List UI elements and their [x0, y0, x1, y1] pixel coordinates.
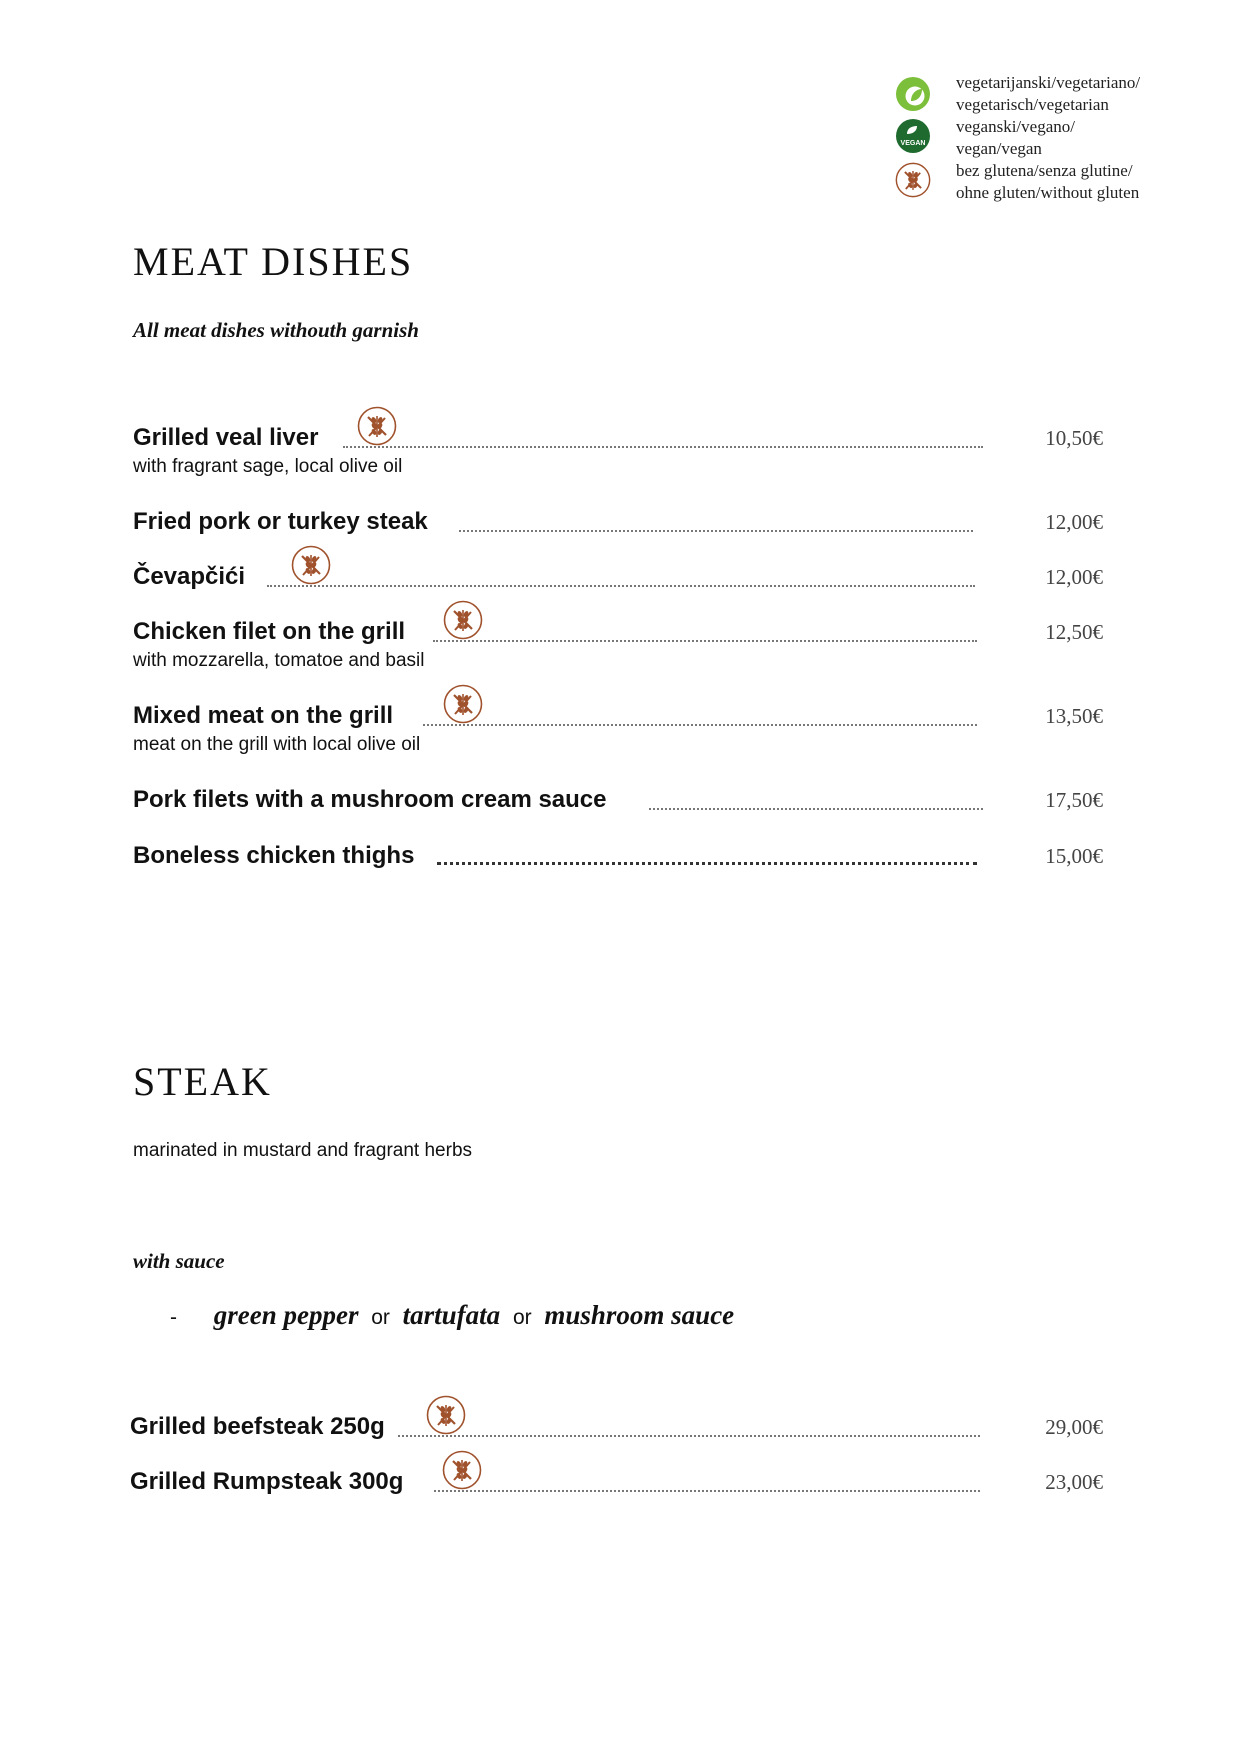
legend-vegan-line2: vegan/vegan: [956, 139, 1042, 158]
legend-gluten-free: [895, 162, 1195, 206]
item-name: Grilled veal liver: [133, 424, 319, 451]
legend-vegetarian-line1: vegetarijanski/vegetariano/: [956, 73, 1141, 92]
legend-vegan: [895, 118, 1195, 162]
sauce-options: [170, 1300, 734, 1331]
sauce-bullet: -: [170, 1306, 177, 1329]
menu-item: [133, 563, 1103, 603]
menu-item: [133, 842, 1103, 882]
item-price: 10,50€: [1045, 426, 1103, 450]
sauce-or: or: [371, 1306, 390, 1329]
item-name: Čevapčići: [133, 563, 246, 590]
item-price: 12,00€: [1045, 510, 1103, 534]
item-price: 12,00€: [1045, 565, 1103, 589]
gluten-free-icon: [443, 684, 483, 724]
item-name: Grilled beefsteak 250g: [130, 1413, 385, 1440]
dot-leader: [649, 808, 983, 810]
legend-vegetarian-line2: vegetarisch/vegetarian: [956, 95, 1109, 114]
menu-item: [133, 618, 1103, 671]
item-name: Fried pork or turkey steak: [133, 508, 428, 535]
vegetarian-leaf-icon: [895, 76, 931, 112]
menu-item: [133, 424, 1103, 477]
dot-leader: [434, 1490, 980, 1492]
meat-garnish-note: All meat dishes withouth garnish: [133, 318, 419, 342]
dot-leader: [423, 724, 977, 726]
gluten-free-icon: [895, 162, 931, 198]
dot-leader: [459, 530, 973, 532]
dot-leader: [267, 585, 975, 587]
dietary-legend: [895, 74, 1195, 206]
dot-leader: [433, 640, 977, 642]
gluten-free-icon: [357, 406, 397, 446]
legend-vegetarian: [895, 74, 1195, 118]
item-name: Mixed meat on the grill: [133, 702, 394, 729]
vegan-badge-text: VEGAN: [900, 140, 926, 147]
item-price: 29,00€: [1045, 1415, 1103, 1439]
item-price: 15,00€: [1045, 844, 1103, 868]
dot-leader: [437, 862, 977, 865]
item-name: Chicken filet on the grill: [133, 618, 406, 645]
gluten-free-icon: [426, 1395, 466, 1435]
steak-section-title: STEAK: [133, 1059, 272, 1104]
item-price: 13,50€: [1045, 704, 1103, 728]
steak-marinade-note: marinated in mustard and fragrant herbs: [133, 1140, 473, 1161]
sauce-tartufata: tartufata: [402, 1300, 501, 1330]
item-name: Pork filets with a mushroom cream sauce: [133, 786, 607, 813]
sauce-or: or: [512, 1306, 532, 1329]
item-price: 17,50€: [1045, 788, 1103, 812]
sauce-mushroom: mushroom sauce: [544, 1300, 735, 1330]
item-name: Grilled Rumpsteak 300g: [130, 1468, 404, 1495]
item-price: 12,50€: [1045, 620, 1103, 644]
gluten-free-icon: [442, 1450, 482, 1490]
menu-item: [130, 1413, 1103, 1453]
menu-item: [133, 508, 1103, 548]
item-description: meat on the grill with local olive oil: [133, 734, 421, 755]
vegan-leaf-icon: [895, 118, 931, 154]
legend-gluten-free-line1: bez glutena/senza glutine/: [956, 161, 1133, 180]
gluten-free-icon: [291, 545, 331, 585]
dot-leader: [398, 1435, 980, 1437]
sauce-green-pepper: green pepper: [213, 1300, 359, 1330]
meat-section-title: MEAT DISHES: [133, 239, 414, 284]
legend-vegan-line1: veganski/vegano/: [956, 117, 1075, 136]
dot-leader: [343, 446, 983, 448]
gluten-free-icon: [443, 600, 483, 640]
item-description: with mozzarella, tomatoe and basil: [133, 650, 425, 671]
item-price: 23,00€: [1045, 1470, 1103, 1494]
menu-item: [133, 786, 1103, 826]
menu-item: [130, 1468, 1103, 1508]
legend-gluten-free-line2: ohne gluten/without gluten: [956, 183, 1140, 202]
menu-item: [133, 702, 1103, 755]
item-name: Boneless chicken thighs: [133, 842, 415, 869]
sauce-label: with sauce: [133, 1249, 225, 1273]
item-description: with fragrant sage, local olive oil: [133, 456, 403, 477]
